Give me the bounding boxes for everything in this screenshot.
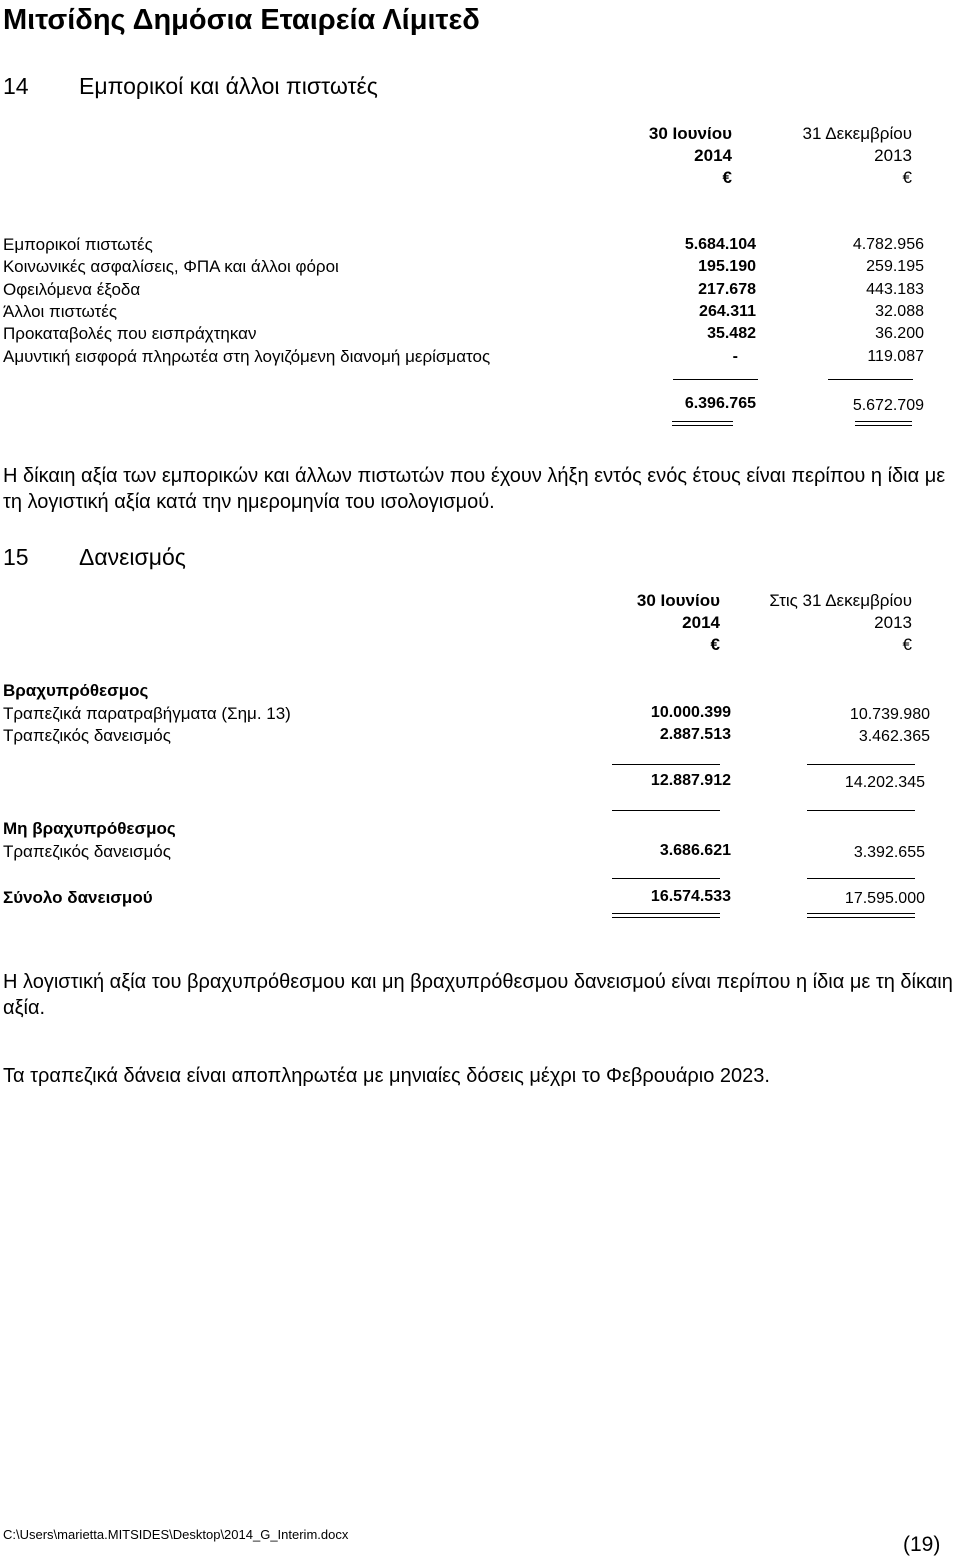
euro-symbol: € <box>722 168 732 187</box>
table-cell-2014: 264.311 <box>699 303 756 320</box>
table-row-label: Τραπεζικά παρατραβήγματα (Σημ. 13) <box>3 704 291 723</box>
subtotal-rule <box>673 379 758 380</box>
col-header-date: 30 Ιουνίου <box>648 124 732 143</box>
col-header-year: 2014 <box>682 613 720 632</box>
table-row-label: Τραπεζικός δανεισμός <box>3 842 171 861</box>
total-double-rule <box>672 421 733 426</box>
long-term-heading: Μη βραχυπρόθεσμος <box>3 819 176 838</box>
table-row-label: Τραπεζικός δανεισμός <box>3 726 171 745</box>
total-borrowing-2013: 17.595.000 <box>844 890 925 907</box>
table-cell-2013: 32.088 <box>875 303 924 320</box>
table-cell-2013: 10.739.980 <box>849 706 930 723</box>
subtotal-rule <box>807 764 915 765</box>
table-row-label: Προκαταβολές που εισπράχτηκαν <box>3 324 257 343</box>
col-header-year: 2014 <box>694 146 732 165</box>
table-cell-2013: 443.183 <box>866 281 924 298</box>
table-cell-2014: 5.684.104 <box>684 236 756 253</box>
table-cell-2014: - <box>732 348 738 365</box>
page-title: Μιτσίδης Δημόσια Εταιρεία Λίμιτεδ <box>3 4 480 36</box>
col-header-date: 30 Ιουνίου <box>636 591 720 610</box>
col-header-date: 31 Δεκεμβρίου <box>802 124 912 143</box>
total-2013: 5.672.709 <box>852 397 924 414</box>
section-number: 15 <box>3 544 29 570</box>
table-cell-2013: 119.087 <box>867 348 924 365</box>
table-cell-2013: 3.392.655 <box>853 844 925 861</box>
borrowing-note-repayment: Τα τραπεζικά δάνεια είναι αποπληρωτέα με μηνιαίες δόσεις μέχρι το Φεβρουάριο 2023. <box>3 1065 770 1087</box>
table-row-label: Κοινωνικές ασφαλίσεις, ΦΠΑ και άλλοι φόροι <box>3 257 339 276</box>
total-borrowing-label: Σύνολο δανεισμού <box>3 888 153 907</box>
section-number: 14 <box>3 73 29 99</box>
section-15-heading <box>3 543 603 571</box>
table-cell-2013: 3.462.365 <box>858 728 930 745</box>
col-header-year: 2013 <box>874 613 912 632</box>
subtotal-rule <box>828 379 913 380</box>
total-double-rule <box>855 421 912 426</box>
section-14-heading <box>3 72 603 100</box>
euro-symbol: € <box>902 635 912 654</box>
section-title: Εμπορικοί και άλλοι πιστωτές <box>79 73 378 99</box>
total-2014: 6.396.765 <box>684 395 756 412</box>
col-header-2014 <box>540 590 720 656</box>
col-header-date: Στις 31 Δεκεμβρίου <box>769 591 912 610</box>
short-term-heading: Βραχυπρόθεσμος <box>3 681 149 700</box>
table-row-label: Άλλοι πιστωτές <box>3 302 118 321</box>
table-cell-2014: 217.678 <box>698 281 756 298</box>
subtotal-rule <box>807 878 915 879</box>
subtotal-rule <box>612 878 720 879</box>
page-number: (19) <box>903 1533 941 1556</box>
subtotal-rule <box>612 810 720 811</box>
col-header-2013 <box>720 590 912 656</box>
creditors-note: Η δίκαιη αξία των εμπορικών και άλλων πιστωτών που έχουν λήξη εντός ενός έτους είναι περίπου η ίδια με τη λογιστική αξία κατά την ημερομηνία του ισολογισμού. <box>3 465 946 513</box>
table-row-label: Οφειλόμενα έξοδα <box>3 280 141 299</box>
section-title: Δανεισμός <box>79 544 186 570</box>
footer-file-path: C:\Users\marietta.MITSIDES\Desktop\2014_G_Interim.docx <box>3 1527 349 1542</box>
table-cell-2014: 2.887.513 <box>659 726 731 743</box>
euro-symbol: € <box>902 168 912 187</box>
short-term-subtotal-2013: 14.202.345 <box>844 774 925 791</box>
total-double-rule <box>612 913 720 918</box>
table-row-label: Αμυντική εισφορά πληρωτέα στη λογιζόμενη διανομή μερίσματος <box>3 347 491 366</box>
table-cell-2014: 195.190 <box>698 258 756 275</box>
table-cell-2013: 259.195 <box>866 258 924 275</box>
col-header-2013 <box>720 123 912 189</box>
table-cell-2014: 35.482 <box>707 325 756 342</box>
table-cell-2013: 36.200 <box>875 325 924 342</box>
borrowing-note-fair-value: Η λογιστική αξία του βραχυπρόθεσμου και μη βραχυπρόθεσμου δανεισμού είναι περίπου η ίδια με τη δίκαιη αξία. <box>3 971 953 1019</box>
table-cell-2014: 10.000.399 <box>650 704 731 721</box>
total-borrowing-2014: 16.574.533 <box>650 888 731 905</box>
col-header-year: 2013 <box>874 146 912 165</box>
table-row-label: Εμπορικοί πιστωτές <box>3 235 153 254</box>
col-header-2014 <box>560 123 732 189</box>
short-term-subtotal-2014: 12.887.912 <box>650 772 731 789</box>
euro-symbol: € <box>710 635 720 654</box>
table-cell-2014: 3.686.621 <box>659 842 731 859</box>
total-double-rule <box>807 913 915 918</box>
subtotal-rule <box>807 810 915 811</box>
table-cell-2013: 4.782.956 <box>852 236 924 253</box>
subtotal-rule <box>612 764 720 765</box>
